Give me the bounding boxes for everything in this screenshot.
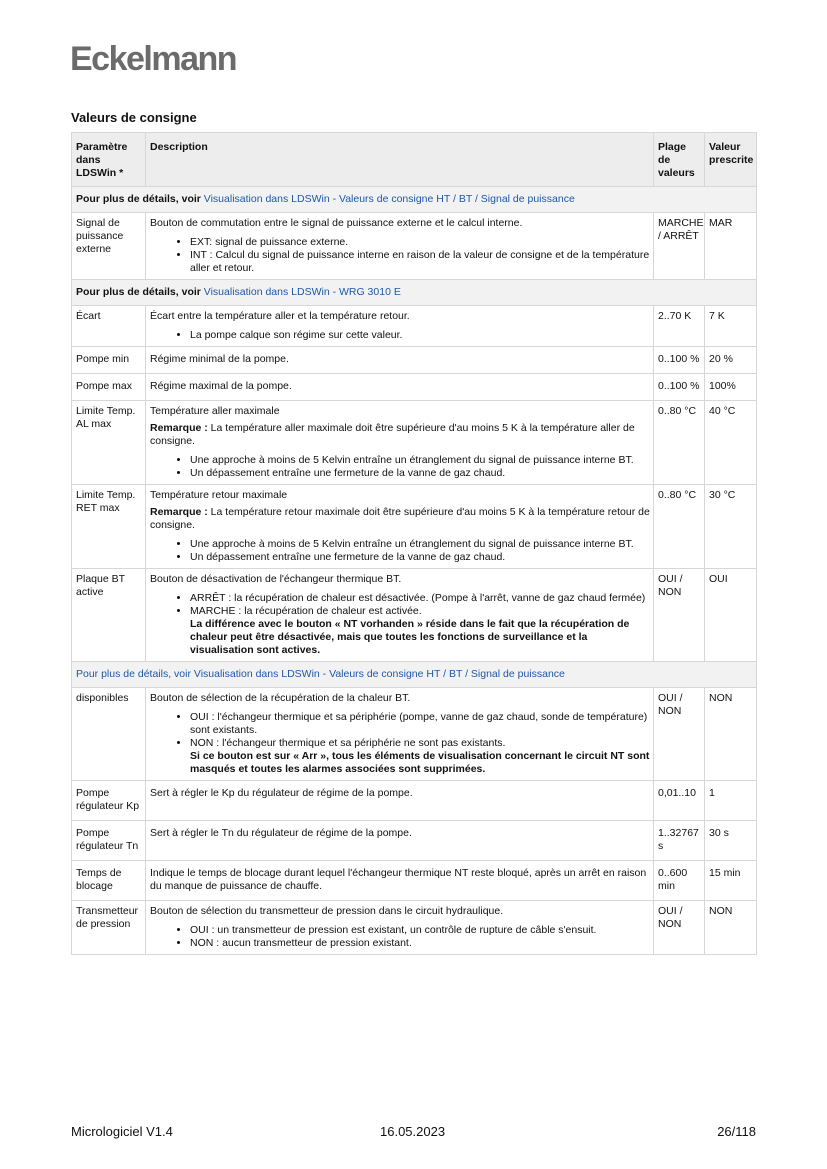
preset-cell: OUI xyxy=(705,569,757,662)
footer-date: 16.05.2023 xyxy=(380,1124,446,1139)
table-row xyxy=(72,688,757,781)
preset-cell: 20 % xyxy=(705,347,757,374)
bullet: • EXT: signal de puissance externe. xyxy=(190,236,650,249)
preset-cell: 15 min xyxy=(705,861,757,901)
desc-text: Écart entre la température aller et la température retour. xyxy=(150,310,410,322)
table-row xyxy=(72,569,757,662)
desc-cell xyxy=(146,401,654,485)
range-cell: MARCHE / ARRÊT xyxy=(654,213,705,280)
range-cell: OUI / NON xyxy=(654,901,705,955)
remark-label: Remarque : xyxy=(150,506,208,518)
preset-cell: 40 °C xyxy=(705,401,757,485)
remark xyxy=(150,422,650,448)
desc-cell xyxy=(146,569,654,662)
range-cell: 0..80 °C xyxy=(654,485,705,569)
param-cell: Limite Temp. RET max xyxy=(72,485,146,569)
param-cell: Pompe min xyxy=(72,347,146,374)
desc-cell xyxy=(146,901,654,955)
bullet-bold-text: Si ce bouton est sur « Arr », tous les éléments de visualisation concernant le circuit NT sont masqués et toutes les alarmes associées sont supprimées. xyxy=(190,750,650,775)
bullet: • NON : aucun transmetteur de pression existant. xyxy=(190,937,650,950)
table-row xyxy=(72,374,757,401)
preset-cell: MAR xyxy=(705,213,757,280)
desc-cell xyxy=(146,213,654,280)
preset-cell: 100% xyxy=(705,374,757,401)
bullet: • ARRÊT : la récupération de chaleur est désactivée. (Pompe à l'arrêt, vanne de gaz chaud fermée) xyxy=(190,592,650,605)
subheader-row xyxy=(72,280,757,306)
preset-cell: 7 K xyxy=(705,306,757,347)
brand-logo: Eckelmann xyxy=(70,40,237,78)
table-row xyxy=(72,781,757,821)
bullet: • OUI : l'échangeur thermique et sa périphérie (pompe, vanne de gaz chaud, sonde de température) sont existants. xyxy=(190,711,650,737)
col-header-preset: Valeur prescrite xyxy=(705,133,757,187)
bullet-bold-text: La différence avec le bouton « NT vorhanden » réside dans le fait que la récupération de chaleur peut être désactivée, mais que toutes les fonctions de surveillance et la visualisation sont actives. xyxy=(190,618,630,656)
preset-cell: 30 s xyxy=(705,821,757,861)
col-header-range: Plage de valeurs xyxy=(654,133,705,187)
range-cell: 0,01..10 xyxy=(654,781,705,821)
desc-text: Température retour maximale xyxy=(150,489,288,501)
range-cell: 2..70 K xyxy=(654,306,705,347)
setpoints-table xyxy=(71,132,757,955)
param-cell: Écart xyxy=(72,306,146,347)
footer-firmware: Micrologiciel V1.4 xyxy=(71,1124,173,1139)
bullet xyxy=(190,605,650,657)
bullet: • Une approche à moins de 5 Kelvin entraîne un étranglement du signal de puissance interne BT. xyxy=(190,454,650,467)
details-link[interactable]: Pour plus de détails, voir Visualisation dans LDSWin - Valeurs de consigne HT / BT / Signal de puissance xyxy=(76,668,565,680)
param-cell: Pompe max xyxy=(72,374,146,401)
preset-cell: 1 xyxy=(705,781,757,821)
table-header xyxy=(72,133,757,187)
bullet-text: NON : l'échangeur thermique et sa périphérie ne sont pas existants. xyxy=(190,737,506,749)
footer-page-number: 26/118 xyxy=(717,1124,756,1139)
param-cell: Transmetteur de pression xyxy=(72,901,146,955)
desc-cell: Régime minimal de la pompe. xyxy=(146,347,654,374)
desc-text: Bouton de sélection du transmetteur de pression dans le circuit hydraulique. xyxy=(150,905,504,917)
param-cell: Signal de puissance externe xyxy=(72,213,146,280)
preset-cell: NON xyxy=(705,901,757,955)
table-row xyxy=(72,485,757,569)
bullet: • Un dépassement entraîne une fermeture de la vanne de gaz chaud. xyxy=(190,551,650,564)
bullet: • OUI : un transmetteur de pression est existant, un contrôle de rupture de câble s'ensuit. xyxy=(190,924,650,937)
desc-text: Température aller maximale xyxy=(150,405,280,417)
desc-cell: Régime maximal de la pompe. xyxy=(146,374,654,401)
range-cell: 1..32767 s xyxy=(654,821,705,861)
desc-cell xyxy=(146,306,654,347)
bullet: • INT : Calcul du signal de puissance interne en raison de la valeur de consigne et de la température aller et retour. xyxy=(190,249,650,275)
param-cell: Pompe régulateur Tn xyxy=(72,821,146,861)
bullet xyxy=(190,737,650,776)
desc-cell xyxy=(146,485,654,569)
desc-cell: Sert à régler le Tn du régulateur de régime de la pompe. xyxy=(146,821,654,861)
desc-cell: Indique le temps de blocage durant lequel l'échangeur thermique NT reste bloqué, après un arrêt en raison du manque de puissance de chauffe. xyxy=(146,861,654,901)
table-row xyxy=(72,306,757,347)
preset-cell: 30 °C xyxy=(705,485,757,569)
desc-cell: Sert à régler le Kp du régulateur de régime de la pompe. xyxy=(146,781,654,821)
subheader-row xyxy=(72,662,757,688)
bullet-text: MARCHE : la récupération de chaleur est activée. xyxy=(190,605,422,617)
table-row xyxy=(72,821,757,861)
desc-cell xyxy=(146,688,654,781)
bullet: • Une approche à moins de 5 Kelvin entraîne un étranglement du signal de puissance interne BT. xyxy=(190,538,650,551)
desc-text: Bouton de commutation entre le signal de puissance externe et le calcul interne. xyxy=(150,217,523,229)
range-cell: 0..100 % xyxy=(654,374,705,401)
range-cell: OUI / NON xyxy=(654,688,705,781)
range-cell: 0..600 min xyxy=(654,861,705,901)
details-link[interactable]: Visualisation dans LDSWin - WRG 3010 E xyxy=(203,286,401,298)
param-cell: Pompe régulateur Kp xyxy=(72,781,146,821)
subheader-prefix: Pour plus de détails, voir xyxy=(76,193,204,205)
subheader-prefix: Pour plus de détails, voir xyxy=(76,286,204,298)
desc-text: Bouton de désactivation de l'échangeur thermique BT. xyxy=(150,573,402,585)
remark-text: La température aller maximale doit être supérieure d'au moins 5 K à la température aller de consigne. xyxy=(150,422,635,447)
desc-text: Bouton de sélection de la récupération de la chaleur BT. xyxy=(150,692,411,704)
remark-text: La température retour maximale doit être supérieure d'au moins 5 K à la température retour de consigne. xyxy=(150,506,650,531)
param-cell: Temps de blocage xyxy=(72,861,146,901)
bullet: • Un dépassement entraîne une fermeture de la vanne de gaz chaud. xyxy=(190,467,650,480)
preset-cell: NON xyxy=(705,688,757,781)
section-title: Valeurs de consigne xyxy=(71,110,197,125)
remark xyxy=(150,506,650,532)
table-row xyxy=(72,861,757,901)
col-header-desc: Description xyxy=(146,133,654,187)
table-row xyxy=(72,347,757,374)
details-link[interactable]: Visualisation dans LDSWin - Valeurs de consigne HT / BT / Signal de puissance xyxy=(203,193,575,205)
table-row xyxy=(72,901,757,955)
param-cell: Plaque BT active xyxy=(72,569,146,662)
range-cell: 0..100 % xyxy=(654,347,705,374)
bullet: • La pompe calque son régime sur cette valeur. xyxy=(190,329,650,342)
remark-label: Remarque : xyxy=(150,422,208,434)
col-header-param: Paramètre dans LDSWin * xyxy=(72,133,146,187)
range-cell: OUI / NON xyxy=(654,569,705,662)
param-cell: Limite Temp. AL max xyxy=(72,401,146,485)
param-cell: disponibles xyxy=(72,688,146,781)
table-row xyxy=(72,401,757,485)
range-cell: 0..80 °C xyxy=(654,401,705,485)
table-row xyxy=(72,213,757,280)
subheader-row xyxy=(72,187,757,213)
